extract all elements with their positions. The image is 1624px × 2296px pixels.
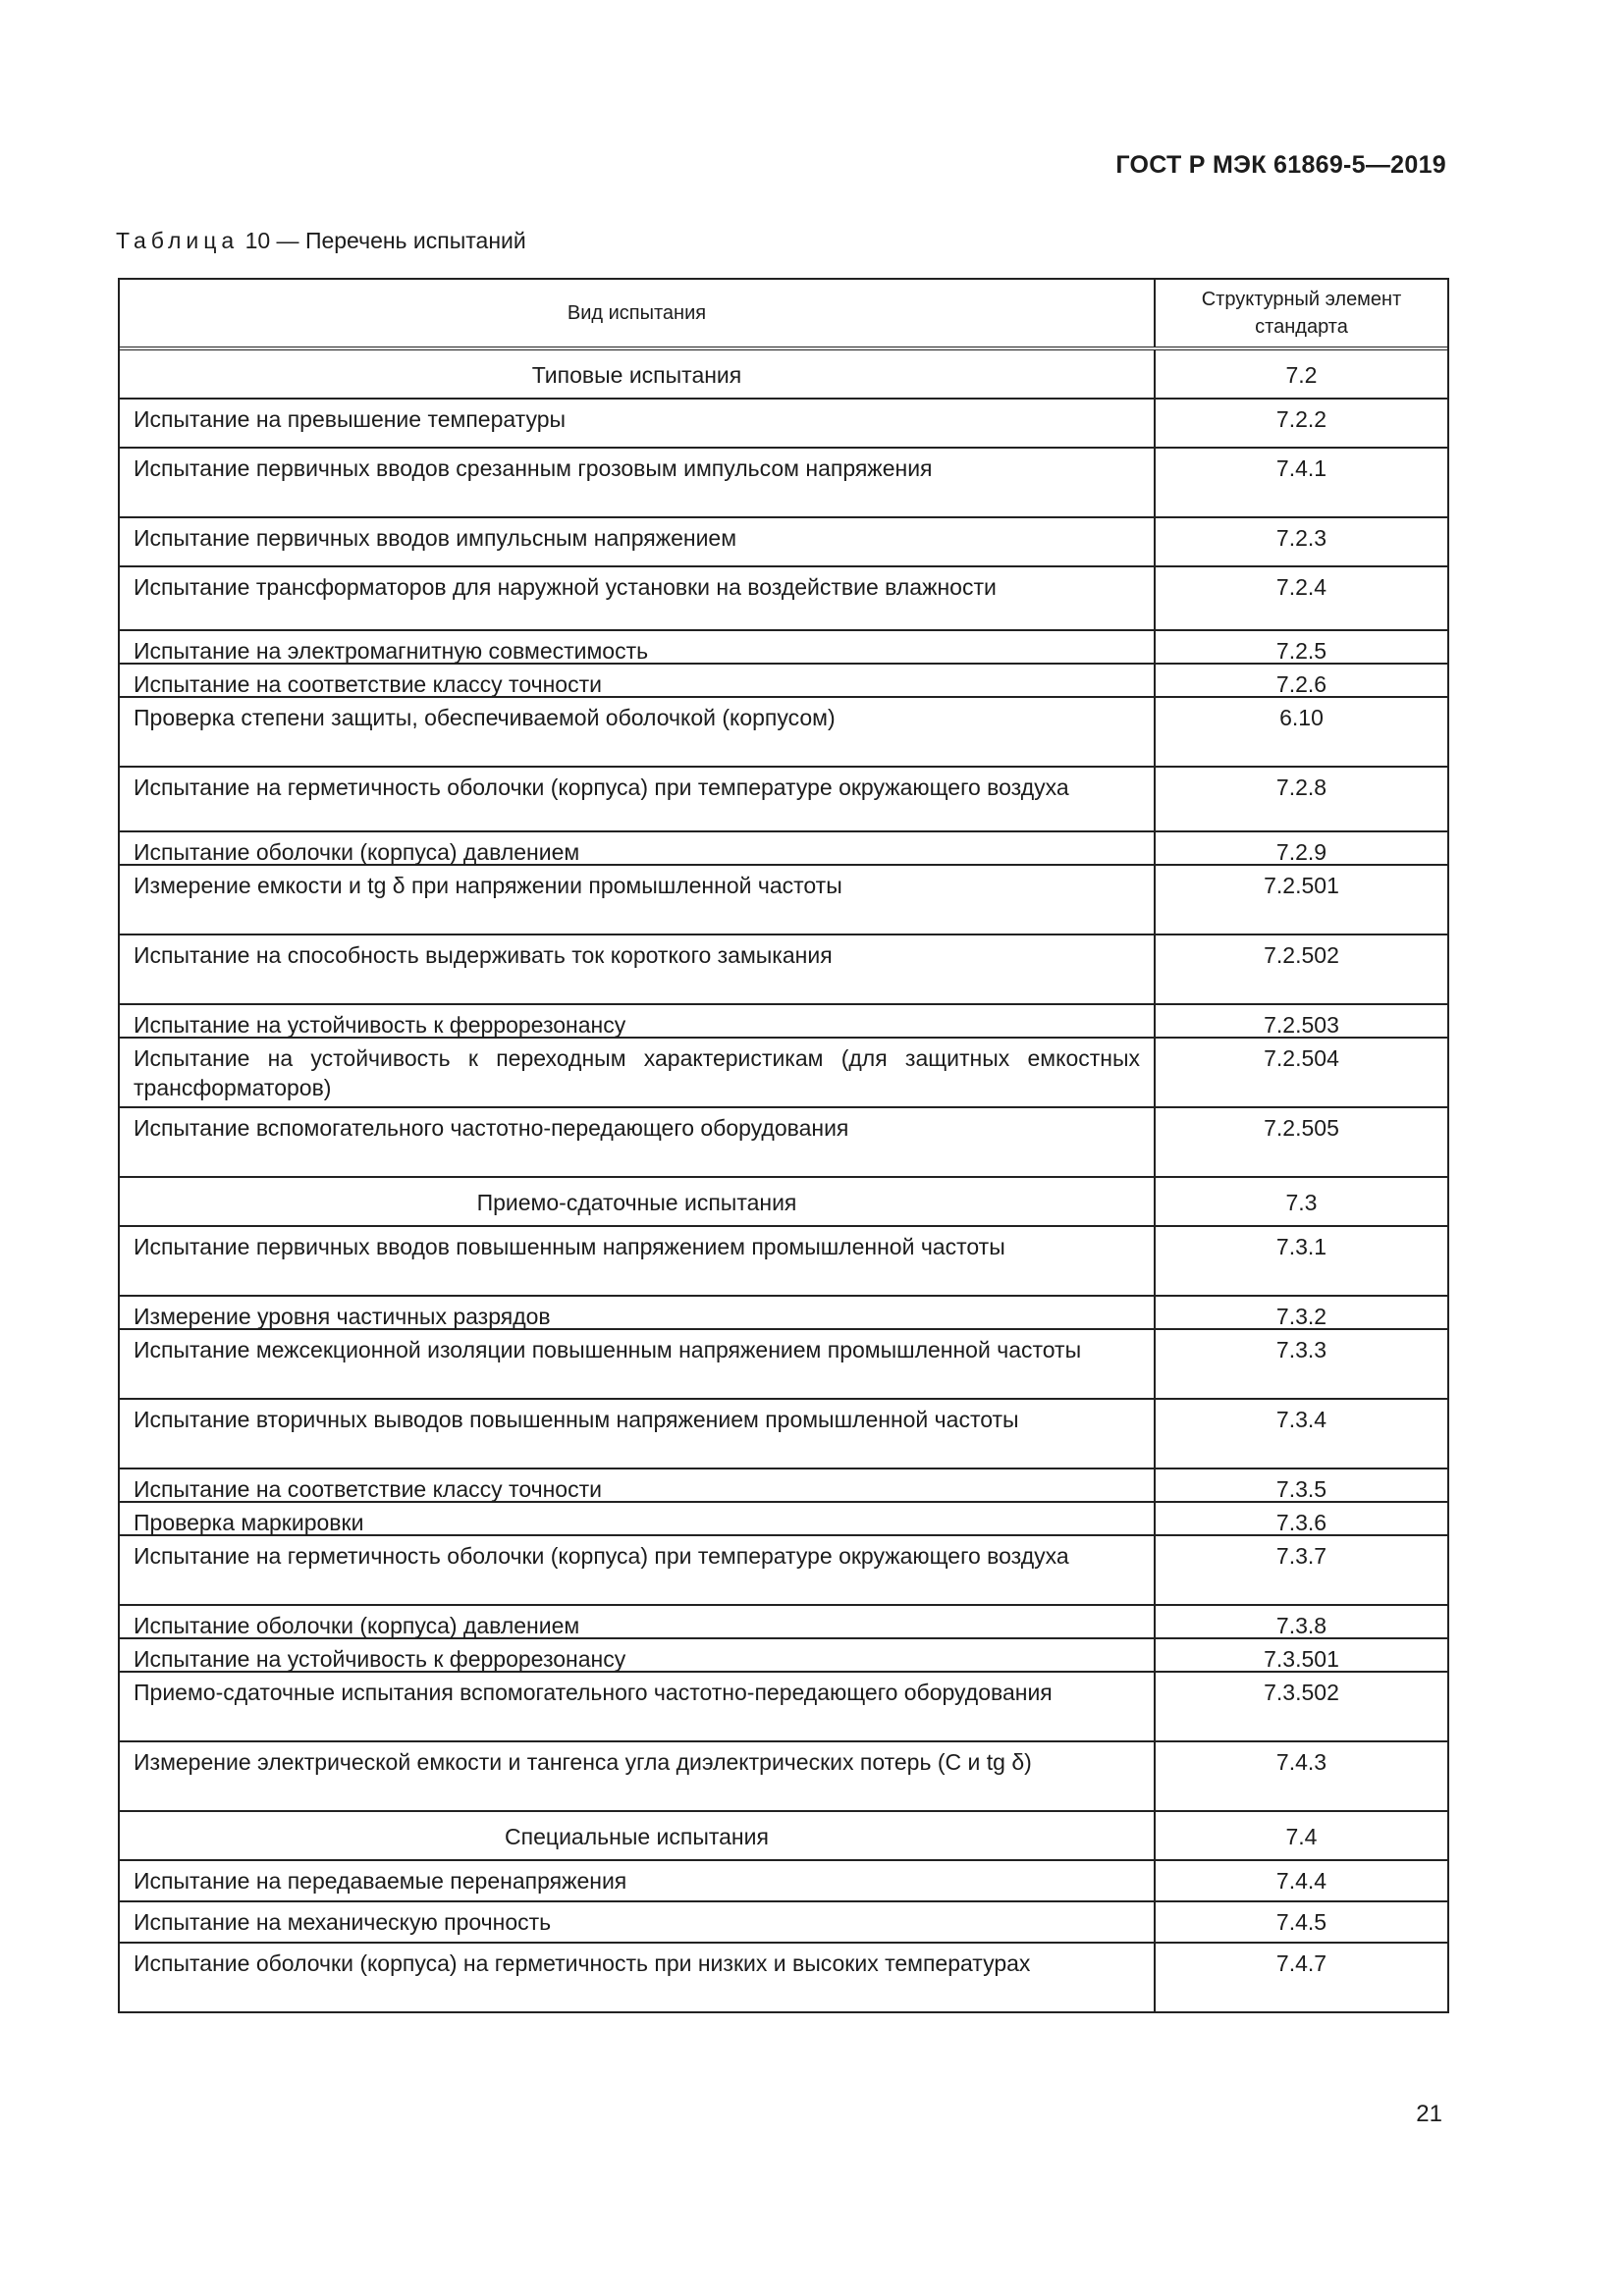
test-name: Измерение емкости и tg δ при напряжении промышленной частоты bbox=[120, 866, 1156, 934]
table-row bbox=[120, 1297, 1447, 1330]
test-name: Испытание на механическую прочность bbox=[120, 1902, 1156, 1942]
table-row bbox=[120, 1902, 1447, 1944]
table-section-row bbox=[120, 350, 1447, 400]
test-name: Испытание межсекционной изоляции повышенным напряжением промышленной частоты bbox=[120, 1330, 1156, 1398]
section-title: Типовые испытания bbox=[120, 350, 1156, 398]
clause-number: 7.4.3 bbox=[1275, 1749, 1327, 1775]
test-name: Испытание вторичных выводов повышенным напряжением промышленной частоты bbox=[120, 1400, 1156, 1468]
table-row bbox=[120, 1742, 1447, 1812]
test-name: Испытание оболочки (корпуса) давлением bbox=[120, 832, 1156, 864]
standard-id: ГОСТ Р МЭК 61869-5—2019 bbox=[1115, 151, 1446, 179]
clause-number: 7.3.8 bbox=[1275, 1613, 1327, 1638]
clause-number: 7.2.501 bbox=[1264, 873, 1339, 898]
test-name: Испытание на герметичность оболочки (корпуса) при температуре окружающего воздуха bbox=[120, 768, 1156, 830]
test-name: Проверка степени защиты, обеспечиваемой оболочкой (корпусом) bbox=[120, 698, 1156, 766]
clause-number: 7.2.9 bbox=[1275, 839, 1327, 865]
table-row bbox=[120, 1227, 1447, 1297]
table-row bbox=[120, 1503, 1447, 1536]
table-row bbox=[120, 518, 1447, 567]
test-name: Испытание первичных вводов срезанным грозовым импульсом напряжения bbox=[120, 449, 1156, 516]
clause-number: 7.2.5 bbox=[1275, 638, 1327, 664]
table-row bbox=[120, 768, 1447, 832]
test-name: Испытание на соответствие классу точности bbox=[120, 665, 1156, 696]
table-row bbox=[120, 1400, 1447, 1469]
clause-number: 7.3 bbox=[1285, 1190, 1318, 1215]
table-row bbox=[120, 1639, 1447, 1673]
table-header-row bbox=[120, 280, 1447, 350]
test-name: Измерение электрической емкости и тангенса угла диэлектрических потерь (С и tg δ) bbox=[120, 1742, 1156, 1810]
test-name: Испытание на электромагнитную совместимость bbox=[120, 631, 1156, 663]
table-section-row bbox=[120, 1812, 1447, 1861]
table-row bbox=[120, 1944, 1447, 2013]
section-title: Специальные испытания bbox=[120, 1812, 1156, 1859]
clause-number: 7.3.7 bbox=[1275, 1543, 1327, 1569]
clause-number: 7.4.4 bbox=[1275, 1868, 1327, 1894]
table-row bbox=[120, 567, 1447, 631]
clause-number: 7.3.2 bbox=[1275, 1304, 1327, 1329]
table-row bbox=[120, 449, 1447, 518]
clause-number: 7.2 bbox=[1285, 362, 1318, 388]
page-number: 21 bbox=[1416, 2101, 1442, 2127]
test-name: Испытание оболочки (корпуса) давлением bbox=[120, 1606, 1156, 1637]
table-row bbox=[120, 698, 1447, 768]
table-caption bbox=[116, 228, 526, 254]
table-row bbox=[120, 400, 1447, 449]
clause-number: 7.2.6 bbox=[1275, 671, 1327, 697]
table-row bbox=[120, 1005, 1447, 1039]
clause-number: 7.4.1 bbox=[1275, 455, 1327, 481]
table-row bbox=[120, 631, 1447, 665]
test-name: Испытание на передаваемые перенапряжения bbox=[120, 1861, 1156, 1900]
table-row bbox=[120, 1861, 1447, 1902]
clause-number: 7.2.4 bbox=[1275, 574, 1327, 600]
clause-number: 7.3.501 bbox=[1264, 1646, 1339, 1672]
test-name: Испытание первичных вводов повышенным напряжением промышленной частоты bbox=[120, 1227, 1156, 1295]
table-row bbox=[120, 1108, 1447, 1178]
test-name: Приемо-сдаточные испытания вспомогательного частотно-передающего оборудования bbox=[120, 1673, 1156, 1740]
clause-number: 7.2.3 bbox=[1275, 525, 1327, 551]
clause-number: 7.4.7 bbox=[1275, 1950, 1327, 1976]
clause-number: 7.2.503 bbox=[1264, 1012, 1339, 1038]
test-name: Испытание оболочки (корпуса) на герметичность при низких и высоких температурах bbox=[120, 1944, 1156, 2011]
table-row bbox=[120, 1673, 1447, 1742]
table-caption-label: Таблица bbox=[116, 228, 240, 253]
test-name: Испытание на устойчивость к переходным характеристикам (для защитных емкостных трансформаторов) bbox=[120, 1039, 1156, 1106]
column-header-clause: Структурный элемент стандарта bbox=[1201, 289, 1402, 338]
clause-number: 7.3.502 bbox=[1264, 1680, 1339, 1705]
table-row bbox=[120, 1330, 1447, 1400]
clause-number: 7.4 bbox=[1285, 1824, 1318, 1849]
tests-table bbox=[118, 278, 1449, 2013]
test-name: Испытание на способность выдерживать ток короткого замыкания bbox=[120, 935, 1156, 1003]
clause-number: 7.3.1 bbox=[1275, 1234, 1327, 1259]
clause-number: 7.2.505 bbox=[1264, 1115, 1339, 1141]
table-row bbox=[120, 866, 1447, 935]
table-section-row bbox=[120, 1178, 1447, 1227]
test-name: Испытание на устойчивость к феррорезонансу bbox=[120, 1005, 1156, 1037]
table-row bbox=[120, 665, 1447, 698]
test-name: Испытание на превышение температуры bbox=[120, 400, 1156, 447]
clause-number: 7.4.5 bbox=[1275, 1909, 1327, 1935]
test-name: Испытание вспомогательного частотно-передающего оборудования bbox=[120, 1108, 1156, 1176]
clause-number: 7.3.6 bbox=[1275, 1510, 1327, 1535]
test-name: Испытание на устойчивость к феррорезонансу bbox=[120, 1639, 1156, 1671]
table-row bbox=[120, 832, 1447, 866]
test-name: Испытание на соответствие классу точности bbox=[120, 1469, 1156, 1501]
clause-number: 6.10 bbox=[1279, 705, 1324, 730]
table-row bbox=[120, 1039, 1447, 1108]
table-row bbox=[120, 1536, 1447, 1606]
test-name: Испытание трансформаторов для наружной установки на воздействие влажности bbox=[120, 567, 1156, 629]
test-name: Проверка маркировки bbox=[120, 1503, 1156, 1534]
table-row bbox=[120, 1606, 1447, 1639]
table-row bbox=[120, 1469, 1447, 1503]
clause-number: 7.2.8 bbox=[1275, 774, 1327, 800]
clause-number: 7.2.502 bbox=[1264, 942, 1339, 968]
section-title: Приемо-сдаточные испытания bbox=[120, 1178, 1156, 1225]
test-name: Испытание первичных вводов импульсным напряжением bbox=[120, 518, 1156, 565]
clause-number: 7.3.4 bbox=[1275, 1407, 1327, 1432]
clause-number: 7.3.3 bbox=[1275, 1337, 1327, 1362]
table-row bbox=[120, 935, 1447, 1005]
column-header-test-type: Вид испытания bbox=[120, 280, 1156, 347]
test-name: Измерение уровня частичных разрядов bbox=[120, 1297, 1156, 1328]
table-caption-text: 10 — Перечень испытаний bbox=[244, 228, 526, 253]
clause-number: 7.3.5 bbox=[1275, 1476, 1327, 1502]
clause-number: 7.2.504 bbox=[1264, 1045, 1339, 1071]
clause-number: 7.2.2 bbox=[1275, 406, 1327, 432]
test-name: Испытание на герметичность оболочки (корпуса) при температуре окружающего воздуха bbox=[120, 1536, 1156, 1604]
